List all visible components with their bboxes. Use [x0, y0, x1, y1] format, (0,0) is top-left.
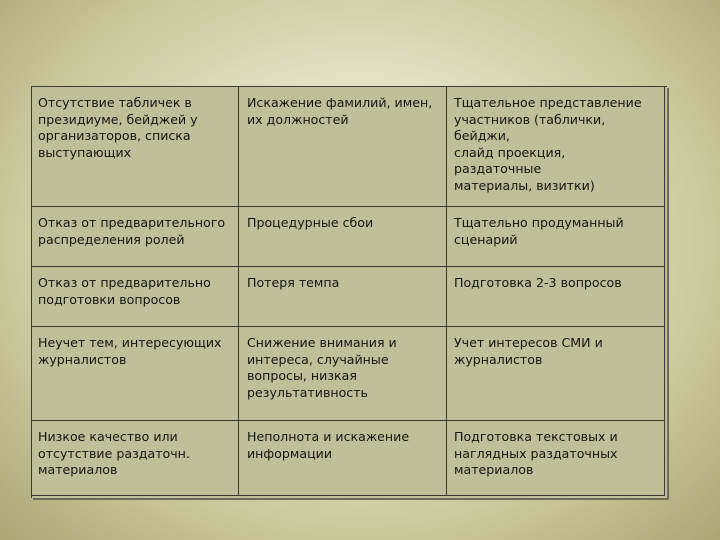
table-cell-consequence: Искажение фамилий, имен, их должностей [239, 87, 447, 207]
problems-table [31, 86, 667, 498]
table-cell-solution: Тщательно продуманный сценарий [447, 207, 665, 267]
table-cell-consequence: Процедурные сбои [239, 207, 447, 267]
table-cell-consequence: Снижение внимания и интереса, случайные вопросы, низкая результативность [239, 327, 447, 421]
table-cell-problem: Отсутствие табличек в президиуме, бейджей у организаторов, списка выступающих [32, 87, 239, 207]
table-cell-problem: Неучет тем, интересующих журналистов [32, 327, 239, 421]
table-cell-problem: Отказ от предварительно подготовки вопросов [32, 267, 239, 327]
table-cell-problem: Низкое качество или отсутствие раздаточн. материалов [32, 421, 239, 496]
table-cell-solution: Тщательное представление участников (таблички, бейджи, слайд проекция, раздаточные материалы, визитки) [447, 87, 665, 207]
table-cell-problem: Отказ от предварительного распределения ролей [32, 207, 239, 267]
table-cell-solution: Учет интересов СМИ и журналистов [447, 327, 665, 421]
table-cell-solution: Подготовка текстовых и наглядных раздаточных материалов [447, 421, 665, 496]
table-cell-solution: Подготовка 2-3 вопросов [447, 267, 665, 327]
table-cell-consequence: Потеря темпа [239, 267, 447, 327]
table-cell-consequence: Неполнота и искажение информации [239, 421, 447, 496]
